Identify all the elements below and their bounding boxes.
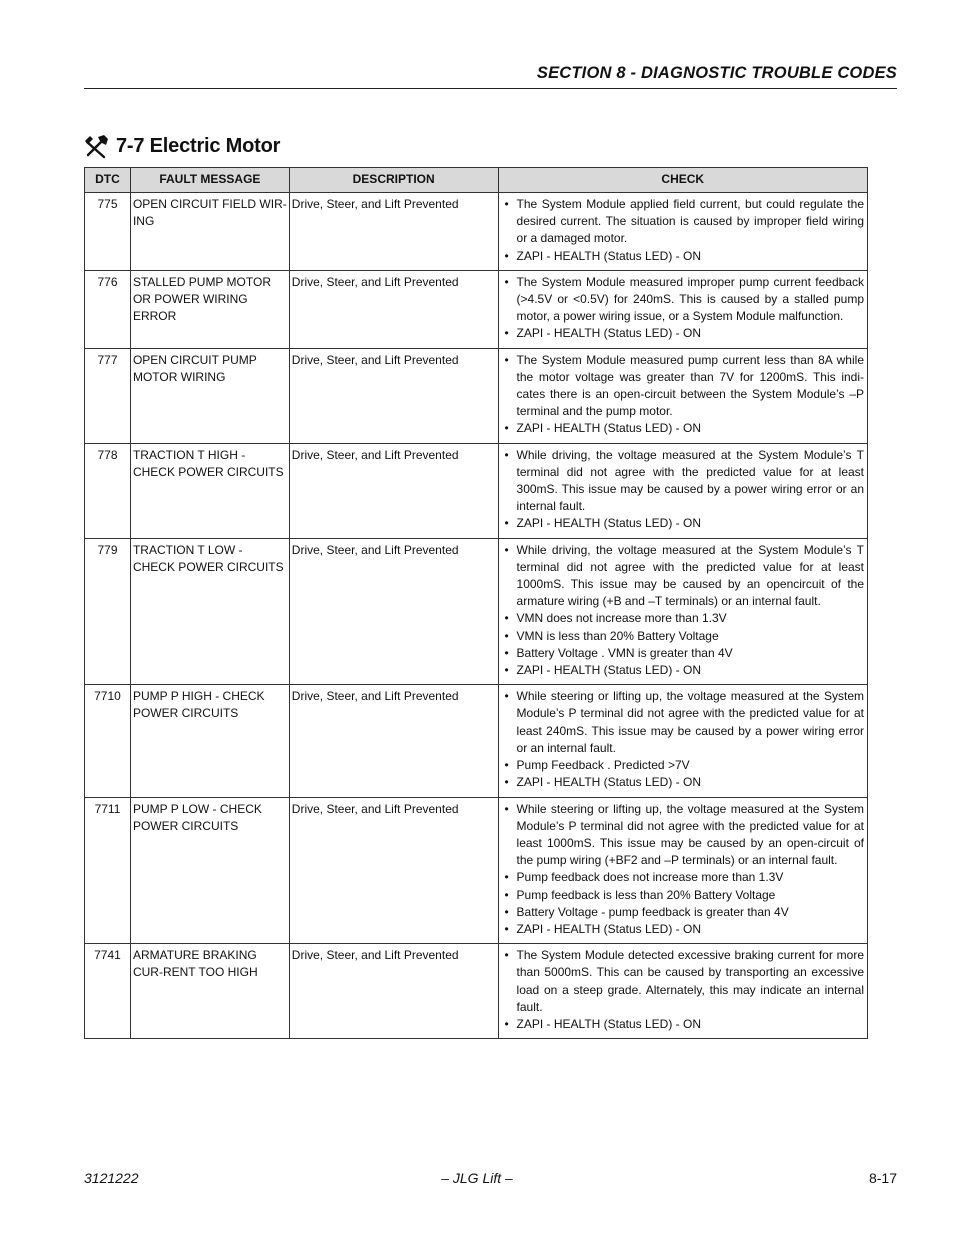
check-list-item: • Battery Voltage - pump feedback is greater than 4V bbox=[501, 904, 865, 921]
check-list-item: • ZAPI - HEALTH (Status LED) - ON bbox=[501, 420, 865, 437]
footer-page-number: 8-17 bbox=[868, 1170, 897, 1186]
table-row bbox=[85, 193, 868, 271]
table-row bbox=[85, 797, 868, 944]
check-list-item: • The System Module applied field current, but could regulate the desired current. The situation is caused by improper field wiring or a damaged motor. bbox=[501, 196, 865, 248]
check-list bbox=[501, 688, 865, 791]
check-list bbox=[501, 352, 865, 438]
fault-message-cell: TRACTION T HIGH - CHECK POWER CIRCUITS bbox=[130, 443, 289, 538]
check-cell bbox=[498, 685, 867, 797]
description-cell: Drive, Steer, and Lift Prevented bbox=[289, 348, 498, 443]
check-cell bbox=[498, 443, 867, 538]
check-list-item: • VMN does not increase more than 1.3V bbox=[501, 610, 865, 627]
check-list-item: • ZAPI - HEALTH (Status LED) - ON bbox=[501, 325, 865, 342]
check-list-item: • Pump feedback does not increase more than 1.3V bbox=[501, 869, 865, 886]
dtc-code-cell: 779 bbox=[85, 538, 131, 685]
description-cell: Drive, Steer, and Lift Prevented bbox=[289, 538, 498, 685]
check-cell bbox=[498, 797, 867, 944]
check-list-item: • While driving, the voltage measured at the System Module’s T terminal did not agree with the predicted value for at least 300mS. This issue may be caused by a power wiring error or an internal fault. bbox=[501, 447, 865, 516]
fault-message-cell: ARMATURE BRAKING CUR-RENT TOO HIGH bbox=[130, 944, 289, 1039]
header-divider bbox=[84, 88, 897, 89]
section-header-title: SECTION 8 - DIAGNOSTIC TROUBLE CODES bbox=[536, 64, 897, 82]
check-cell bbox=[498, 944, 867, 1039]
table-row bbox=[85, 944, 868, 1039]
fault-message-cell: PUMP P LOW - CHECK POWER CIRCUITS bbox=[130, 797, 289, 944]
check-cell bbox=[498, 270, 867, 348]
check-list bbox=[501, 196, 865, 265]
check-list-item: • While steering or lifting up, the voltage measured at the System Module’s P terminal did not agree with the predicted value for at least 1000mS. This issue may be caused by an open-circuit of the pump wiring (+BF2 and –P terminals) or an internal fault. bbox=[501, 801, 865, 870]
description-cell: Drive, Steer, and Lift Prevented bbox=[289, 797, 498, 944]
fault-message-cell: PUMP P HIGH - CHECK POWER CIRCUITS bbox=[130, 685, 289, 797]
fault-message-cell: STALLED PUMP MOTOR OR POWER WIRING ERROR bbox=[130, 270, 289, 348]
table-row bbox=[85, 270, 868, 348]
description-cell: Drive, Steer, and Lift Prevented bbox=[289, 944, 498, 1039]
check-list-item: • Battery Voltage . VMN is greater than 4V bbox=[501, 645, 865, 662]
check-list bbox=[501, 274, 865, 343]
section-heading bbox=[84, 133, 280, 159]
column-header-fault-message: FAULT MESSAGE bbox=[130, 168, 289, 193]
description-cell: Drive, Steer, and Lift Prevented bbox=[289, 685, 498, 797]
check-list bbox=[501, 447, 865, 533]
dtc-table bbox=[84, 167, 868, 1039]
dtc-code-cell: 778 bbox=[85, 443, 131, 538]
check-list-item: • ZAPI - HEALTH (Status LED) - ON bbox=[501, 662, 865, 679]
description-cell: Drive, Steer, and Lift Prevented bbox=[289, 193, 498, 271]
check-list-item: • While driving, the voltage measured at the System Module’s T terminal did not agree with the predicted value for at least 1000mS. This issue may be caused by an opencircuit of the armature wiring (+B and –T terminals) or an internal fault. bbox=[501, 542, 865, 611]
table-header-row bbox=[85, 168, 868, 193]
check-list-item: • The System Module detected excessive braking current for more than 5000mS. This can be caused by transporting an excessive load on a steep grade. Alternately, this may indicate an internal fault. bbox=[501, 947, 865, 1016]
check-list bbox=[501, 947, 865, 1033]
dtc-code-cell: 775 bbox=[85, 193, 131, 271]
check-list-item: • Pump feedback is less than 20% Battery Voltage bbox=[501, 887, 865, 904]
check-list-item: • While steering or lifting up, the voltage measured at the System Module’s P terminal did not agree with the predicted value for at least 240mS. This issue may be caused by a power wiring error or an internal fault. bbox=[501, 688, 865, 757]
fault-message-cell: OPEN CIRCUIT FIELD WIR-ING bbox=[130, 193, 289, 271]
check-list-item: • Pump Feedback . Predicted >7V bbox=[501, 757, 865, 774]
check-list-item: • ZAPI - HEALTH (Status LED) - ON bbox=[501, 774, 865, 791]
table-body bbox=[85, 193, 868, 1039]
section-title: 7-7 Electric Motor bbox=[116, 134, 281, 157]
check-list-item: • The System Module measured pump current less than 8A while the motor voltage was greater than 7V for 1200mS. This indi-cates there is an open-circuit between the System Module’s –P terminal and the pump motor. bbox=[501, 352, 865, 421]
dtc-code-cell: 776 bbox=[85, 270, 131, 348]
footer-publisher: – JLG Lift – bbox=[441, 1170, 513, 1186]
wrench-hammer-icon bbox=[84, 133, 110, 159]
dtc-code-cell: 7741 bbox=[85, 944, 131, 1039]
description-cell: Drive, Steer, and Lift Prevented bbox=[289, 443, 498, 538]
check-cell bbox=[498, 538, 867, 685]
column-header-dtc: DTC bbox=[85, 168, 131, 193]
fault-message-cell: OPEN CIRCUIT PUMP MOTOR WIRING bbox=[130, 348, 289, 443]
check-list-item: • The System Module measured improper pump current feedback (>4.5V or <0.5V) for 240mS. This is caused by a stalled pump motor, a power wiring issue, or a System Module malfunction. bbox=[501, 274, 865, 326]
dtc-code-cell: 7711 bbox=[85, 797, 131, 944]
check-list-item: • ZAPI - HEALTH (Status LED) - ON bbox=[501, 1016, 865, 1033]
table-row bbox=[85, 443, 868, 538]
table-row bbox=[85, 348, 868, 443]
check-cell bbox=[498, 193, 867, 271]
check-list-item: • ZAPI - HEALTH (Status LED) - ON bbox=[501, 515, 865, 532]
fault-message-cell: TRACTION T LOW - CHECK POWER CIRCUITS bbox=[130, 538, 289, 685]
dtc-code-cell: 7710 bbox=[85, 685, 131, 797]
description-cell: Drive, Steer, and Lift Prevented bbox=[289, 270, 498, 348]
table-row bbox=[85, 685, 868, 797]
footer-doc-number: 3121222 bbox=[84, 1170, 139, 1186]
table-row bbox=[85, 538, 868, 685]
check-cell bbox=[498, 348, 867, 443]
column-header-description: DESCRIPTION bbox=[289, 168, 498, 193]
check-list-item: • ZAPI - HEALTH (Status LED) - ON bbox=[501, 921, 865, 938]
dtc-code-cell: 777 bbox=[85, 348, 131, 443]
check-list bbox=[501, 542, 865, 680]
check-list bbox=[501, 801, 865, 939]
check-list-item: • ZAPI - HEALTH (Status LED) - ON bbox=[501, 248, 865, 265]
check-list-item: • VMN is less than 20% Battery Voltage bbox=[501, 628, 865, 645]
column-header-check: CHECK bbox=[498, 168, 867, 193]
